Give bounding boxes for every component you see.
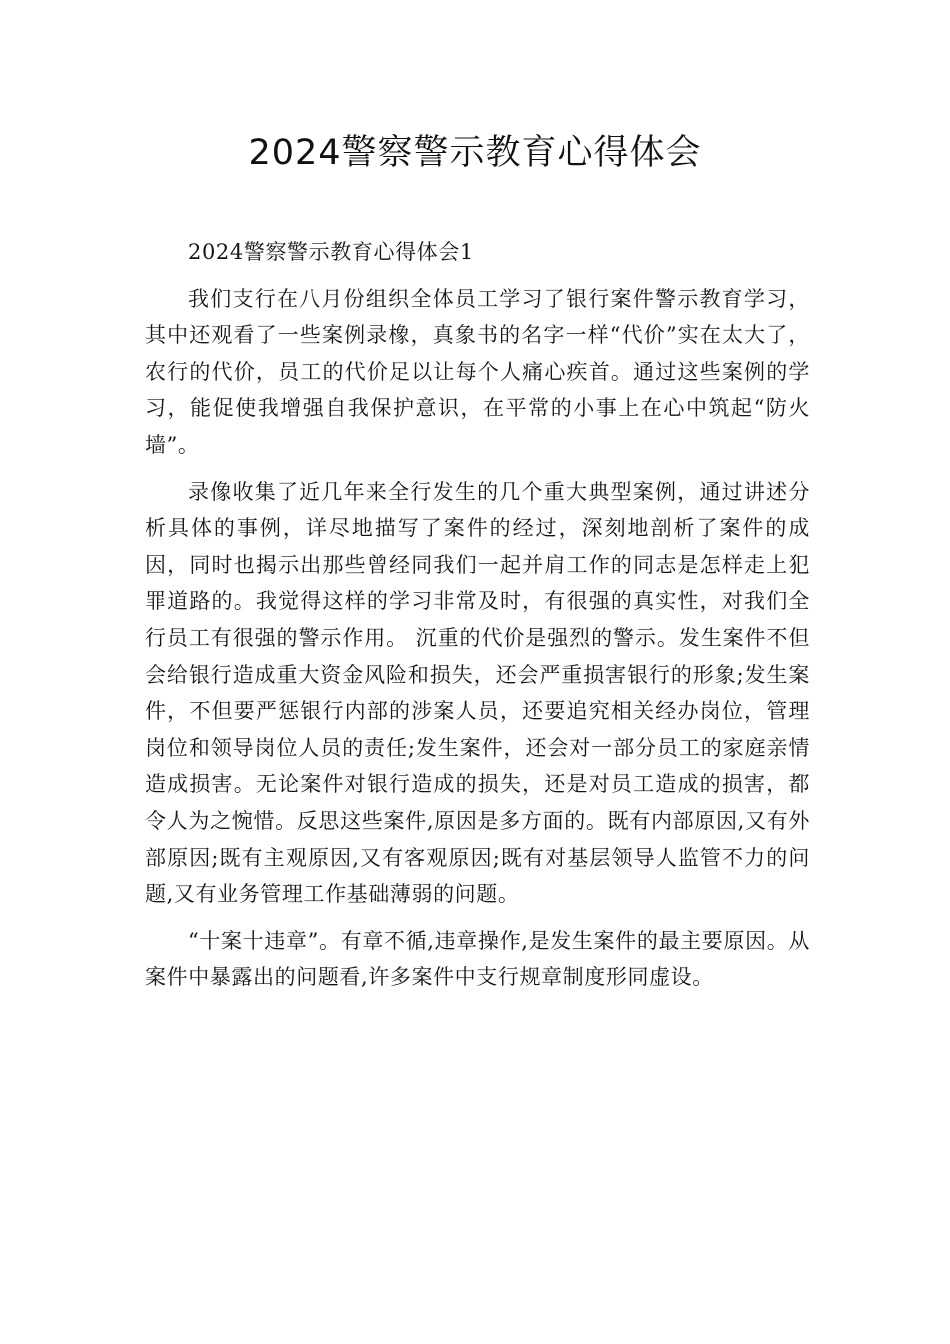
paragraph: 录像收集了近几年来全行发生的几个重大典型案例，通过讲述分析具体的事例，详尽地描写了案件的经过，深刻地剖析了案件的成因，同时也揭示出那些曾经同我们一起并肩工作的同志是怎样走上犯罪道路的。我觉得这样的学习非常及时，有很强的真实性，对我们全行员工有很强的警示作用。 沉重的代价是强烈的警示。发生案件不但会给银行造成重大资金风险和损失，还会严重损害银行的形象;发生案件，不但要严惩银行内部的涉案人员，还要追究相关经办岗位，管理岗位和领导岗位人员的责任;发生案件，还会对一部分员工的家庭亲情造成损害。无论案件对银行造成的损失，还是对员工造成的损害，都令人为之惋惜。反思这些案件,原因是多方面的。既有内部原因,又有外部原因;既有主观原因,又有客观原因;既有对基层领导人监管不力的问题,又有业务管理工作基础薄弱的问题。 <box>145 479 810 907</box>
paragraph: 我们支行在八月份组织全体员工学习了银行案件警示教育学习，其中还观看了一些案例录橡，真象书的名字一样“代价”实在太大了，农行的代价，员工的代价足以让每个人痛心疾首。通过这些案例的学习，能促使我增强自我保护意识，在平常的小事上在心中筑起“防火墙”。 <box>145 286 810 457</box>
document-body <box>145 234 810 1006</box>
document-title: 2024警察警示教育心得体会 <box>248 133 702 173</box>
section-heading: 2024警察警示教育心得体会1 <box>188 240 474 264</box>
paragraph: “十案十违章”。有章不循,违章操作,是发生案件的最主要原因。从案件中暴露出的问题看,许多案件中支行规章制度形同虚设。 <box>145 928 810 990</box>
